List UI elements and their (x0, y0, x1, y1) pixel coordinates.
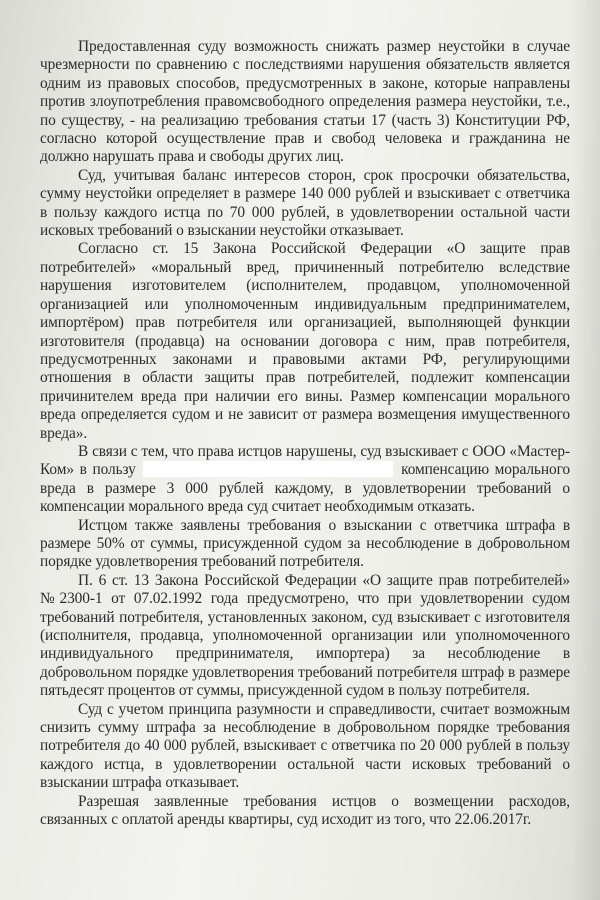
page-edge-shadow (570, 0, 600, 900)
paragraph-fine-claim: Истцом также заявлены требования о взыскании с ответчика штрафа в размере 50% от суммы, присужденной судом за несоблюдение в добровольном порядке удовлетворения требований потребителя. (40, 516, 570, 571)
paragraph-penalty-reduction: Предоставленная суду возможность снижать размер неустойки в случае чрезмерности по сравнению с последствиями нарушения обязательств является одним из правовых способов, предусмотренных в законе, которые направлены против злоупотребления правомсвободного определения размера неустойки, т.е., по существу, - на реализацию требования статьи 17 (часть 3) Конституции РФ, согласно которой осуществление прав и свобод человека и гражданина не должно нарушать права и свободы других лиц. (40, 38, 570, 166)
paragraph-rent-expenses: Разрешая заявленные требования истцов о возмещении расходов, связанных с оплатой аренды квартиры, суд исходит из того, что 22.06.2017г. (40, 792, 570, 829)
paragraph-fine-law: П. 6 ст. 13 Закона Российской Федерации «О защите прав потребителей» №2300-1 от 07.02.1992 года предусмотрено, что при удовлетворении судом требований потребителя, установленных законом, суд взыскивает с изготовителя (исполнителя, продавца, уполномоченной организации или уполномоченного индивидуального предпринимателя, импортера) за несоблюдение в добровольном порядке удовлетворения требований потребителя штраф в размере пятьдесят процентов от суммы, присужденной судом в пользу потребителя. (40, 571, 570, 700)
award-text-before: В связи с тем, что права истцов нарушены, суд взыскивает с ООО «Мастер-Ком» в пользу (40, 442, 570, 479)
paragraph-fine-reduction: Суд с учетом принципа разумности и справедливости, считает возможным снизить сумму штрафа за несоблюдение в добровольном порядке требования потребителя до 40 000 рублей, взыскивает с ответчика по 20 000 рублей в пользу каждого истца, в удовлетворении остальной части исковых требований о взыскании штрафа отказывает. (40, 700, 570, 792)
paragraph-penalty-amount: Суд, учитывая баланс интересов сторон, срок просрочки обязательства, сумму неустойки определяет в размере 140 000 рублей и взыскивает с ответчика в пользу каждого истца по 70 000 рублей, в удовлетворении остальной части исковых требований о взыскании неустойки отказывает. (40, 166, 570, 240)
paragraph-moral-damage-law: Согласно ст. 15 Закона Российской Федерации «О защите прав потребителей» «моральный вред, причиненный потребителю вследствие нарушения изготовителем (исполнителем, продавцом, уполномоченной организацией или уполномоченным индивидуальным предпринимателем, импортёром) прав потребителя или организацией, выполняющей функции изготовителя (продавца) на основании договора с ним, прав потребителя, предусмотренных законами и правовыми актами РФ, регулирующими отношения в области защиты прав потребителей, подлежит компенсации причинителем вреда при наличии его вины. Размер компенсации морального вреда определяется судом и не зависит от размера возмещения имущественного вреда». (40, 240, 570, 442)
paragraph-moral-damage-award (40, 443, 570, 517)
document-body (40, 38, 570, 829)
redacted-names (143, 461, 393, 477)
award-text-after: компенсацию морального вреда в размере 3 000 рублей каждому, в удовлетворении требований о компенсации морального вреда суд считает необходимым отказать. (40, 461, 570, 516)
